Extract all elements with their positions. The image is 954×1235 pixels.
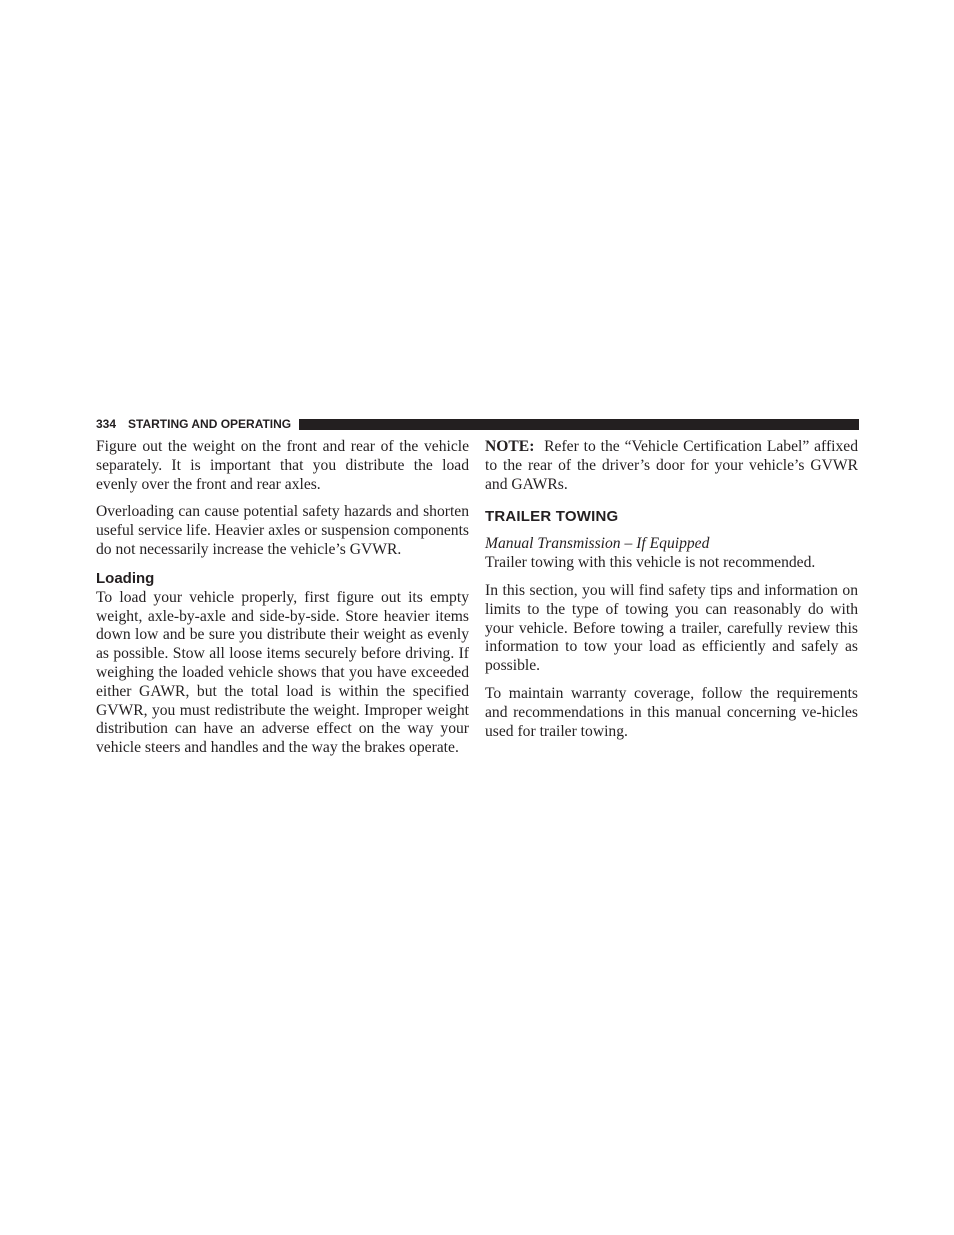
warranty-paragraph: To maintain warranty coverage, follow the requirements and recommendations in this manual concerning ve-hicles used for trailer towing. xyxy=(485,684,858,740)
right-column xyxy=(485,438,858,741)
header-rule xyxy=(299,419,859,430)
weight-distribution-paragraph: Figure out the weight on the front and rear of the vehicle separately. It is important that you distribute the load evenly over the front and rear axles. xyxy=(96,438,469,493)
trailer-towing-heading: TRAILER TOWING xyxy=(485,508,619,526)
loading-paragraph: To load your vehicle properly, first figure out its empty weight, axle-by-axle and side-by-side. Store heavier items down low and be sure you distribute their weight as evenly as possible. Stow all loose items securely before driving. If weighing the loaded vehicle shows that you have exceeded either GAWR, but the total load is within the specified GVWR, you must redistribute the weight. Improper weight distribution can have an adverse effect on the way your vehicle steers and handles and the way the brakes operate. xyxy=(96,588,469,757)
towing-not-recommended-text: Trailer towing with this vehicle is not recommended. xyxy=(485,554,816,572)
note-text: Refer to the “Vehicle Certification Label” affixed to the rear of the driver’s door for your vehicle’s GVWR and GAWRs. xyxy=(485,438,859,493)
overloading-paragraph: Overloading can cause potential safety hazards and shorten useful service life. Heavier axles or suspension components do not necessarily increase the vehicle’s GVWR. xyxy=(96,503,469,558)
page-number: 334 xyxy=(96,417,117,431)
section-info-paragraph: In this section, you will find safety tips and information on limits to the type of towing you can reasonably do with your vehicle. Before towing a trailer, carefully review this information to tow your load as efficiently and safely as possible. xyxy=(485,581,858,675)
loading-heading: Loading xyxy=(96,569,155,587)
manual-transmission-subheading: Manual Transmission – If Equipped xyxy=(485,535,710,553)
page-header xyxy=(96,417,859,431)
note-paragraph xyxy=(485,438,858,494)
section-title: STARTING AND OPERATING xyxy=(128,417,292,431)
note-label: NOTE: xyxy=(485,438,535,455)
left-column xyxy=(96,438,469,758)
